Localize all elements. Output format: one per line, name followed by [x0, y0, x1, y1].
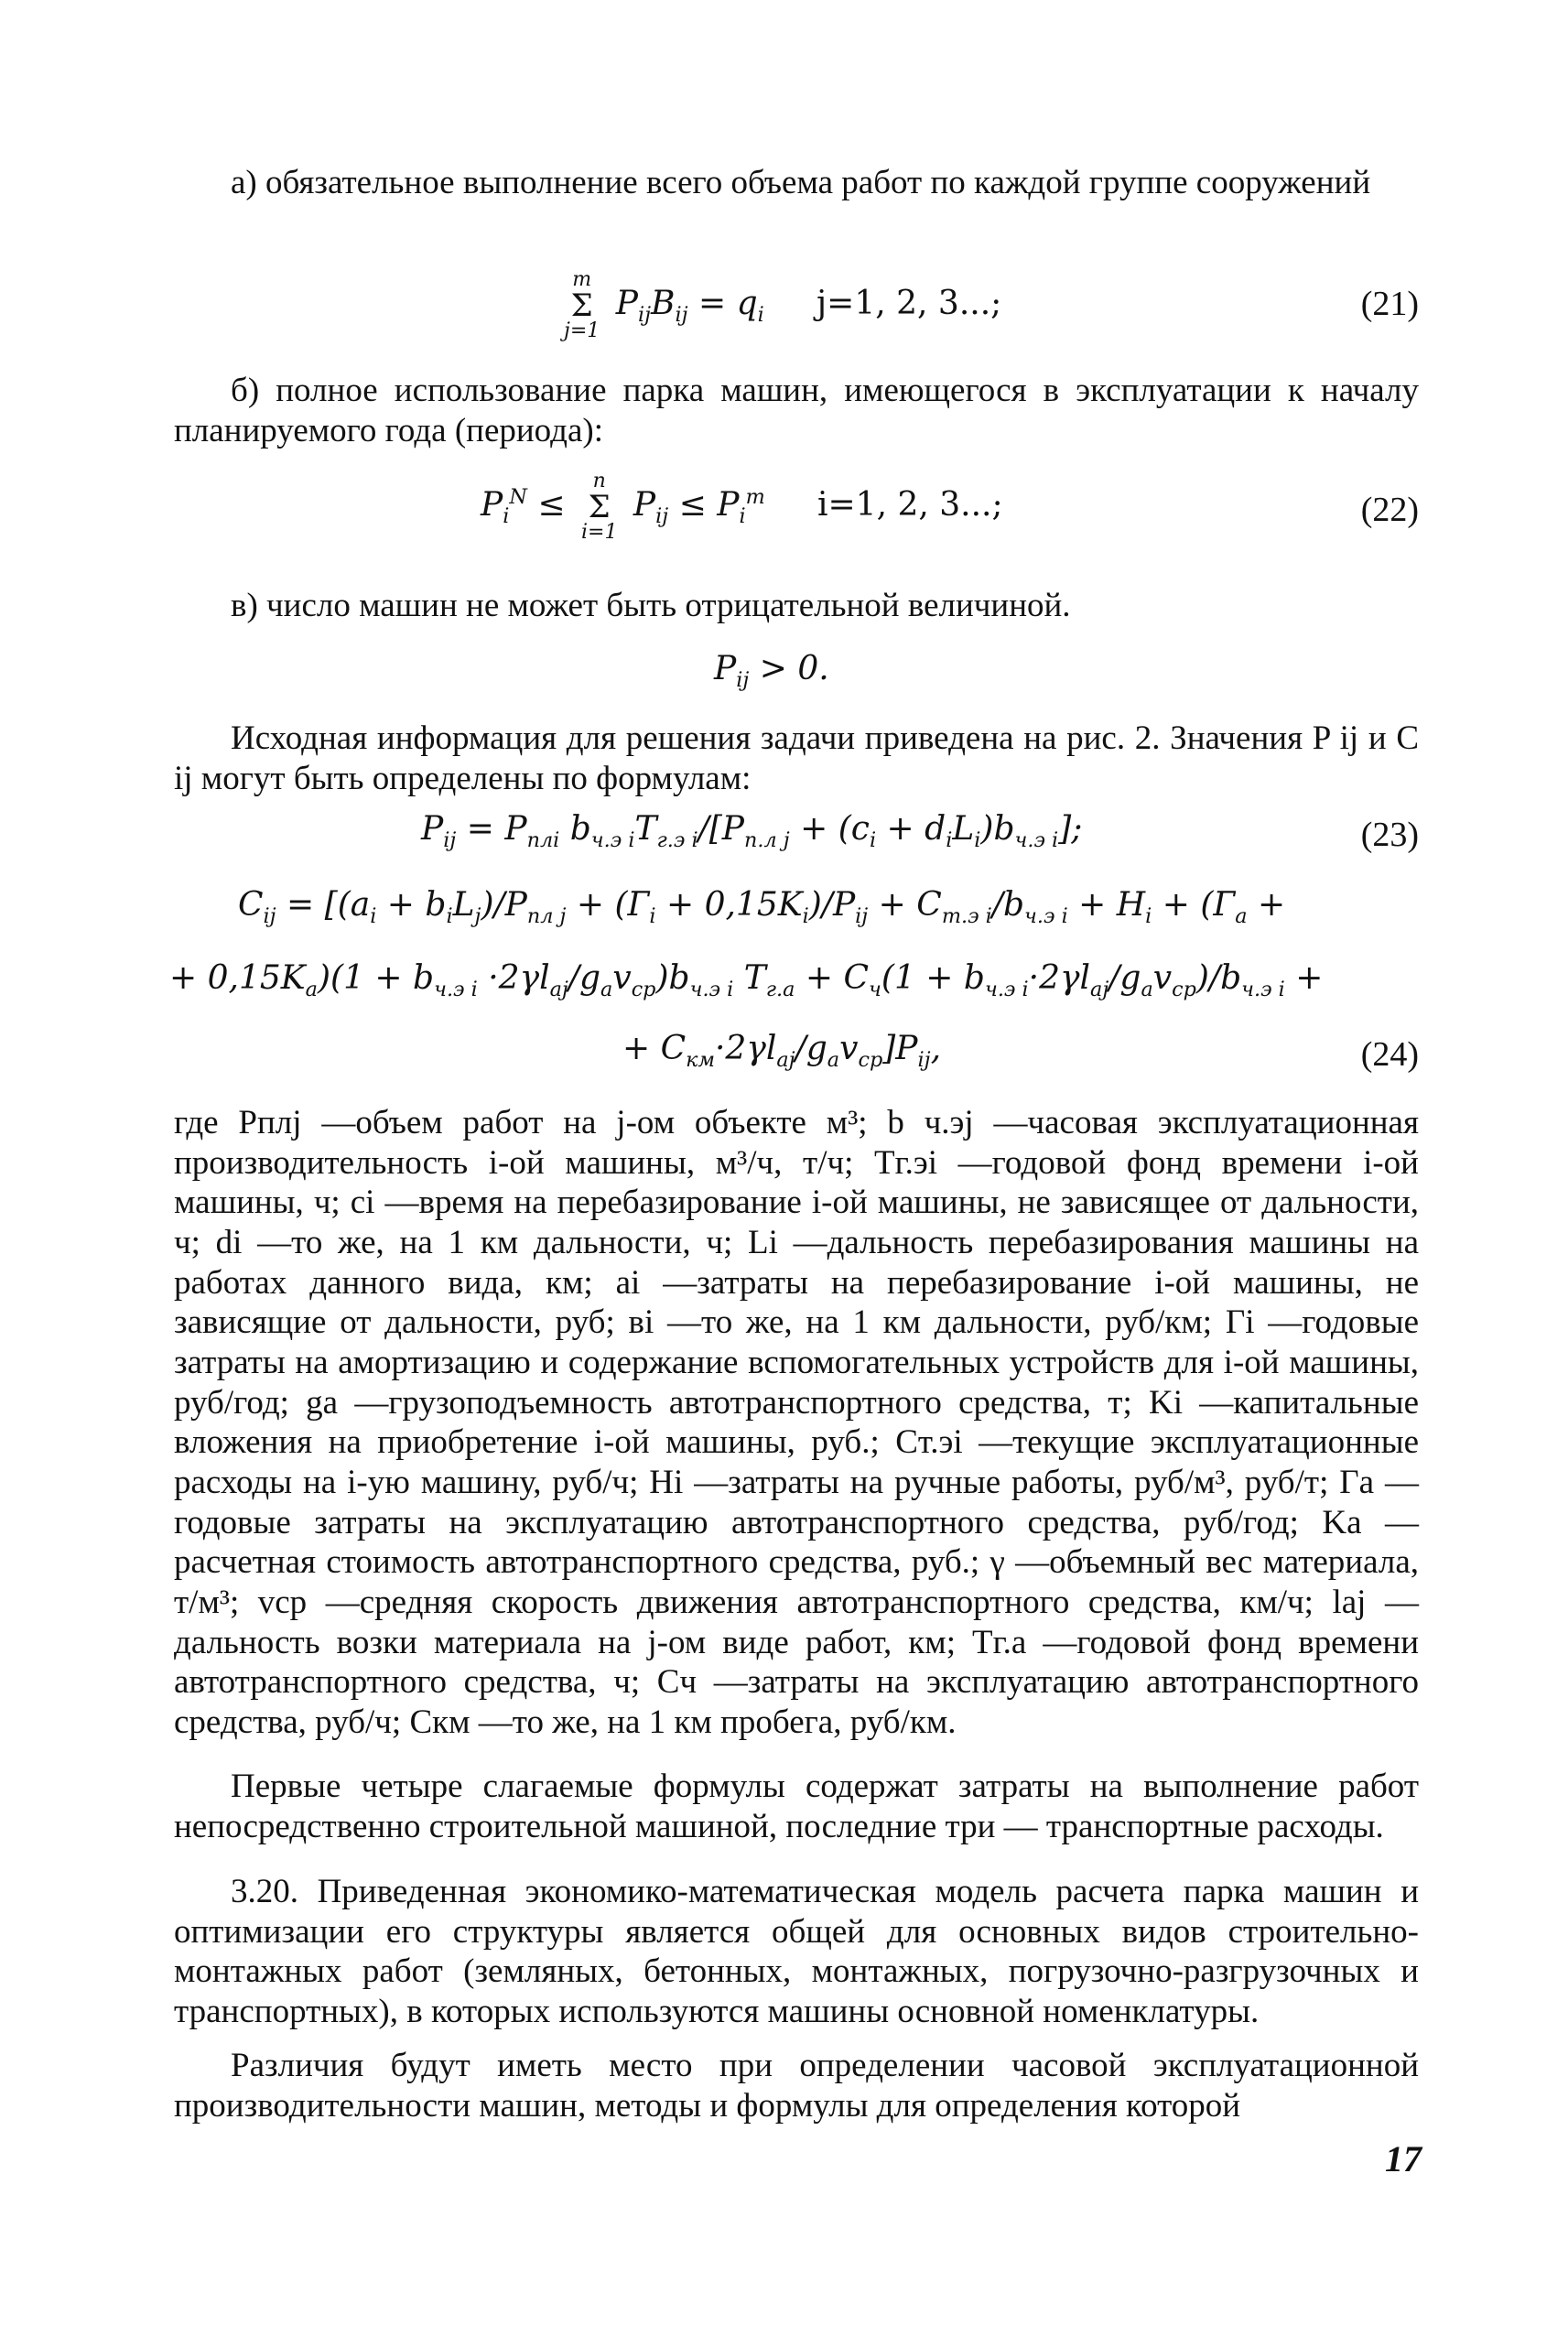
- paragraph-differences: Различия будут иметь место при определении часовой эксплуатационной производительности машин, методы и формулы для определения которой: [174, 2047, 1419, 2125]
- page-number: 17: [1385, 2138, 1422, 2179]
- equation-number-22: (22): [1360, 491, 1419, 529]
- formula-24-line-3: + $C_{км}\cdot 2\gamma l_{aj}/g_av_{cp}]P_{ij}$,: [622, 1030, 942, 1073]
- formula-22: $P_i^N$ ≤ n Σ i=1 $P_{ij} \le P_i^m$ i=1, 2, 3...;: [481, 470, 1003, 544]
- paragraph-condition-b: б) полное использование парка машин, имеющегося в эксплуатации к началу планируемого года (периода):: [174, 372, 1419, 449]
- paragraph-initial-info: Исходная информация для решения задачи приведена на рис. 2. Значения P ij и C ij могут быть определены по формулам:: [174, 719, 1419, 797]
- paragraph-first-four-terms: Первые четыре слагаемые формулы содержат затраты на выполнение работ непосредственно строительной машиной, последние три — транспортные расходы.: [174, 1768, 1419, 1845]
- paragraph-condition-a: а) обязательное выполнение всего объема работ по каждой группе сооружений: [231, 164, 1371, 201]
- formula-nonnegative: $P_{ij} > 0$.: [714, 650, 829, 693]
- paragraph-condition-c: в) число машин не может быть отрицательной величиной.: [231, 587, 1071, 624]
- equation-number-24: (24): [1360, 1035, 1419, 1074]
- formula-21: m Σ j=1 $P_{ij}B_{ij} = q_i$ j=1, 2, 3...;: [564, 268, 1002, 342]
- paragraph-variable-definitions: где Pплj —объем работ на j-ом объекте м³; b ч.эj —часовая эксплуатационная производительность i-ой машины, м³/ч, т/ч; Tг.эi —годовой фонд времени i-ой машины, ч; ci —время на перебазирование i-ой машины, не зависящее от дальности, ч; di —то же, на 1 км дальности, ч; Li —дальность перебазирования машины на работах данного вида, км; ai —затраты на перебазирование i-ой машины, не зависящие от дальности, руб; вi —то же, на 1 км дальности, руб/км; Гi —годовые затраты на амортизацию и содержание вспомогательных устройств для i-ой машины, руб/год; gа —грузоподъемность автотранспортного средства, т; Ki —капитальные вложения на приобретение i-ой машины, руб.; Cт.эi —текущие эксплуатационные расходы на i-ую машину, руб/ч; Hi —затраты на ручные работы, руб/м³, руб/т; Гa —годовые затраты на эксплуатацию автотранспортного средства, руб/год; Ka —расчетная стоимость автотранспортного средства, руб.; γ —объемный вес материала, т/м³; vср —средняя скорость движения автотранспортного средства, км/ч; laj —дальность возки материала на j-ом виде работ, км; Tг.а —годовой фонд времени автотранспортного средства, ч; Cч —затраты на эксплуатацию автотранспортного средства, руб/ч; Cкм —то же, на 1 км пробега, руб/км.: [174, 1104, 1419, 1741]
- equation-number-21: (21): [1360, 285, 1419, 323]
- formula-24-line-1: $C_{ij} = [(a_i + b_iL_j)/P_{пл j} + (Г_i + 0,15K_i)/P_{ij} + C_{т.э i}/b_{ч.э i} + H_i + (Г_a$ +: [238, 886, 1286, 929]
- formula-24-line-2: + $0,15K_a)(1 + b_{ч.э i} \cdot 2\gamma l_{aj}/g_av_{cp})b_{ч.э i}$ $T_{г.а} + C_ч(1 + b_{ч.э i}\cdot 2\gamma l_{aj}/g_av_{cp})/b_{ч.э i}$ +: [169, 959, 1324, 1002]
- formula-23: $P_{ij} = P_{плi}$ $b_{ч.э i}T_{г.э i}/[P_{п.л j} + (c_i + d_iL_i)b_{ч.э i}]$;: [421, 810, 1083, 853]
- paragraph-section-3-20: 3.20. Приведенная экономико-математическая модель расчета парка машин и оптимизации его структуры является общей для основных видов строительно-монтажных работ (земляных, бетонных, монтажных, погрузочно-разгрузочных и транспортных), в которых используются машины основной номенклатуры.: [174, 1873, 1419, 2030]
- equation-number-23: (23): [1360, 816, 1419, 854]
